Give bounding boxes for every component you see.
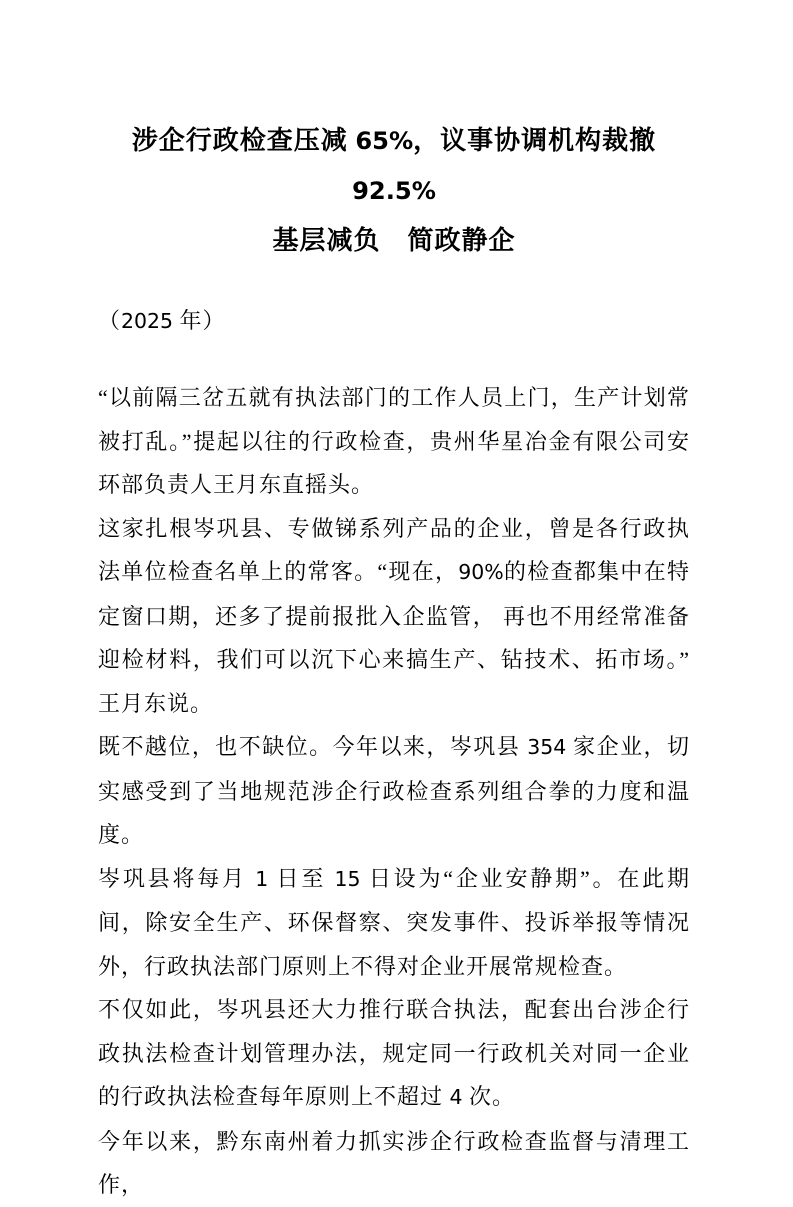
paragraph: 岑巩县将每月 1 日至 15 日设为“企业安静期”。在此期间，除安全生产、环保督察、突发事件、投诉举报等情况外，行政执法部门原则上不得对企业开展常规检查。	[98, 865, 690, 979]
numeric-value: 90%	[458, 560, 504, 584]
numeric-value: 354	[527, 735, 567, 759]
paragraph: 既不越位，也不缺位。今年以来，岑巩县 354 家企业，切实感受到了当地规范涉企行政检查系列组合拳的力度和温度。	[98, 734, 690, 847]
numeric-value: 1	[255, 866, 269, 891]
numeric-value: 92.5%	[352, 177, 436, 205]
numeric-value: 15	[334, 866, 361, 891]
paragraph: “以前隔三岔五就有执法部门的工作人员上门，生产计划常被打乱。”提起以往的行政检查，贵州华星冶金有限公司安环部负责人王月东直摇头。	[98, 385, 690, 497]
numeric-value: 65%	[355, 127, 414, 155]
numeric-value: 4	[449, 1085, 463, 1109]
paragraph: 今年以来，黔东南州着力抓实涉企行政检查监督与清理工作，	[98, 1128, 690, 1197]
paragraph: 不仅如此，岑巩县还大力推行联合执法，配套出台涉企行政执法检查计划管理办法，规定同一行政机关对同一企业的行政执法检查每年原则上不超过 4 次。	[98, 997, 690, 1109]
numeric-value: 2025	[121, 309, 174, 333]
date-line: （2025 年）	[98, 308, 226, 333]
document-title-line-1: 涉企行政检查压减 65%，议事协调机构裁撤 92.5%	[131, 126, 657, 205]
document-title-line-2: 基层减负 简政静企	[272, 226, 516, 255]
document-title	[98, 116, 690, 265]
body-paragraphs	[98, 376, 690, 1207]
paragraph: 这家扎根岑巩县、专做锑系列产品的企业，曾是各行政执法单位检查名单上的常客。“现在，90%的检查都集中在特定窗口期，还多了提前报批入企监管， 再也不用经常准备迎检材料，我们可以沉下心来搞生产、钻技术、拓市场。” 王月东说。	[98, 515, 690, 716]
